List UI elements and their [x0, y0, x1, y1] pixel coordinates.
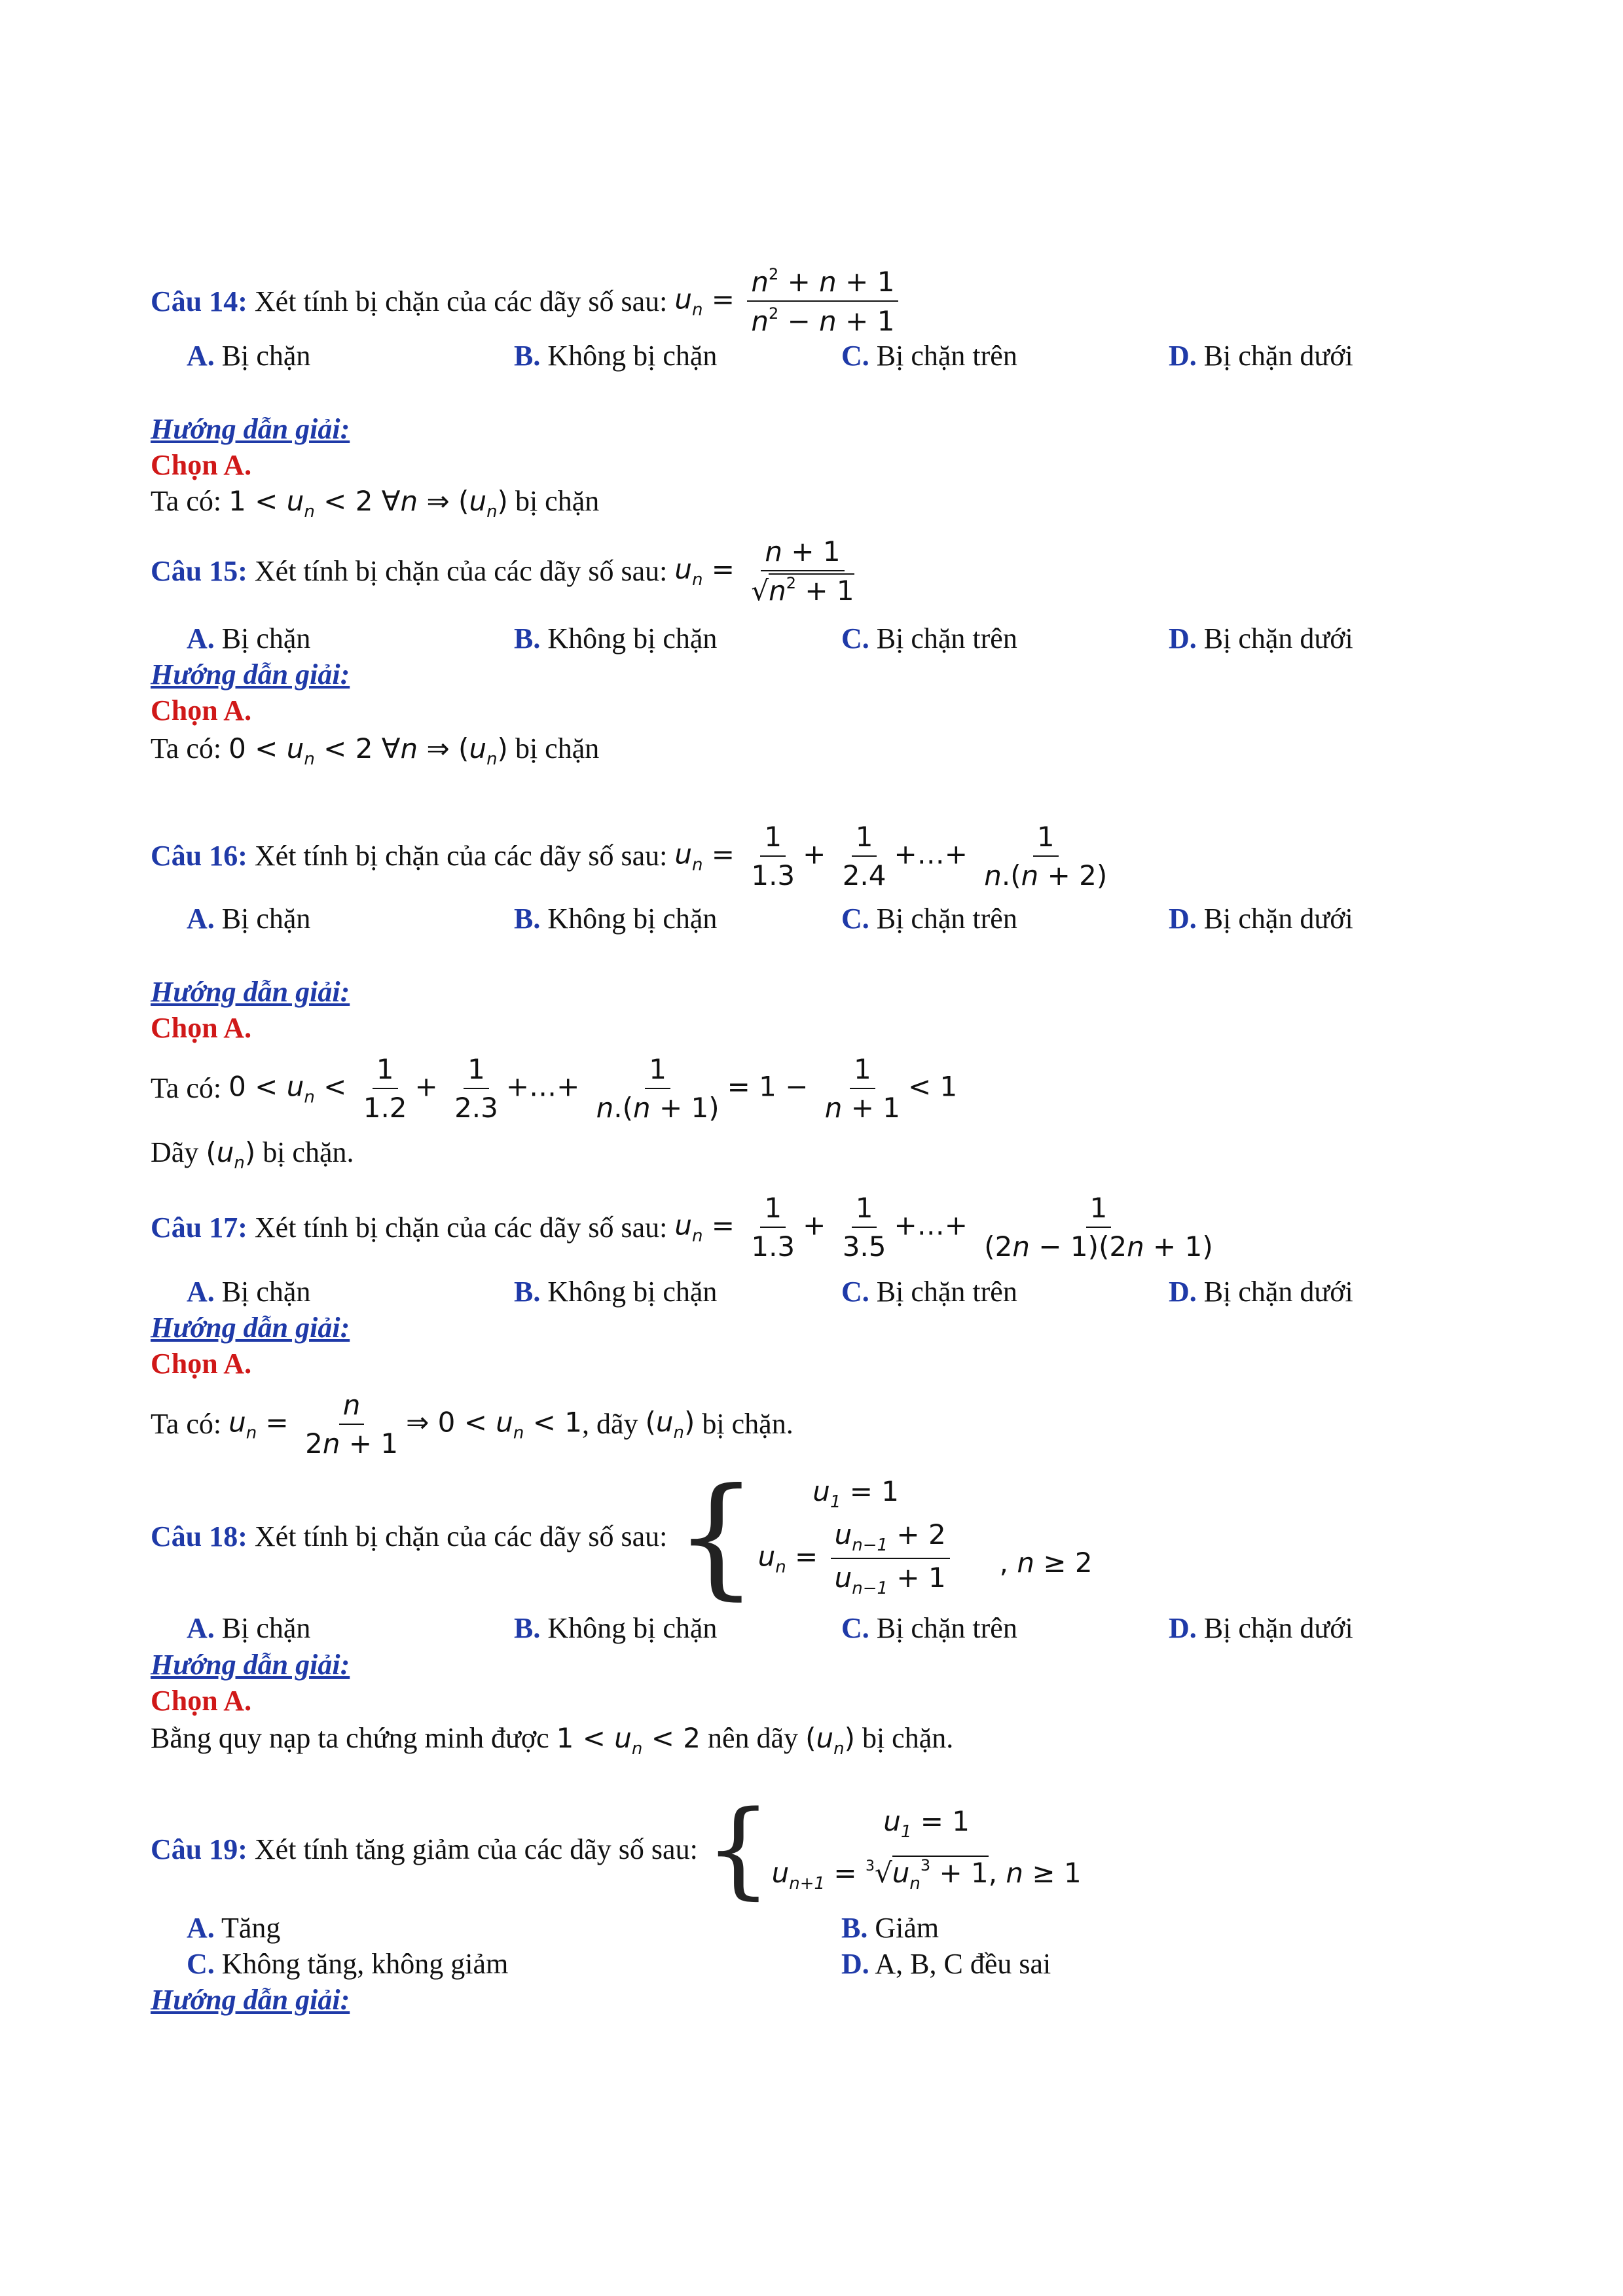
q16-choose: Chọn A. [151, 1012, 252, 1044]
q16-option-c[interactable]: C. Bị chặn trên [841, 903, 1017, 935]
q14-solution: Ta có: $1 < u_n < 2$ ∀n ⇒ $(u_n)$ bị chặn [151, 485, 600, 522]
q14-option-b[interactable]: B. Không bị chặn [514, 340, 718, 372]
q15-formula: $u_n$ = $\frac{n + 1}{√n^2 + 1}$ [674, 535, 854, 607]
q18-option-d[interactable]: D. Bị chặn dưới [1169, 1612, 1353, 1644]
q17-choose: Chọn A. [151, 1348, 252, 1380]
q18-stem: Câu 18: Xét tính bị chặn của các dãy số sau: { $u_1 = 1$ $u_n$ = $\frac{u_{n-1} + 2}{u_{n-1} + 1}$ , n ≥ 2 [151, 1460, 1093, 1613]
q15-option-a[interactable]: A. Bị chặn [187, 622, 311, 655]
q19-brace: { [704, 1787, 772, 1910]
q14-label: Câu 14: [151, 285, 247, 317]
q15-solution: Ta có: $0 < u_n < 2$ ∀n ⇒ $(u_n)$ bị chặn [151, 732, 600, 769]
q16-guide: Hướng dẫn giải: [151, 976, 350, 1008]
q18-solution: Bằng quy nạp ta chứng minh được $1 < u_n < 2$ nên dãy $(u_n)$ bị chặn. [151, 1722, 954, 1759]
q19-system: $u_1 = 1$ $u_{n+1} = ^3√u_n^3 + 1$, n ≥ 1 [771, 1804, 1082, 1893]
q17-option-a[interactable]: A. Bị chặn [187, 1276, 311, 1308]
q14-formula: $u_n$ = $\frac{n^2 + n + 1}{n^2 - n + 1}$ [674, 265, 902, 337]
q18-system: $u_1 = 1$ $u_n$ = $\frac{u_{n-1} + 2}{u_{n-1} + 1}$ [758, 1475, 954, 1598]
q18-guide: Hướng dẫn giải: [151, 1649, 350, 1681]
q16-option-b[interactable]: B. Không bị chặn [514, 903, 718, 935]
q17-stem: Câu 17: Xét tính bị chặn của các dãy số sau: $u_n$ = $\frac{1}{1.3}$ + $\frac{1}{3.5}$ +…+ $\frac{1}{(2n - 1)(2n + 1)}$ [151, 1185, 1221, 1270]
q15-option-d[interactable]: D. Bị chặn dưới [1169, 622, 1353, 655]
q15-stem: Câu 15: Xét tính bị chặn của các dãy số sau: $u_n$ = $\frac{n + 1}{√n^2 + 1}$ [151, 527, 862, 615]
q18-choose: Chọn A. [151, 1685, 252, 1717]
q18-option-b[interactable]: B. Không bị chặn [514, 1612, 718, 1644]
q17-guide: Hướng dẫn giải: [151, 1312, 350, 1344]
q19-option-c[interactable]: C. Không tăng, không giảm [187, 1948, 509, 1980]
q19-option-a[interactable]: A. Tăng [187, 1912, 281, 1944]
q18-option-c[interactable]: C. Bị chặn trên [841, 1612, 1017, 1644]
q16-stem: Câu 16: Xét tính bị chặn của các dãy số sau: $u_n$ = $\frac{1}{1.3}$ + $\frac{1}{2.4}$ +…+ $\frac{1}{n.(n + 2)}$ [151, 815, 1115, 897]
q15-choose: Chọn A. [151, 694, 252, 726]
q14-text: Xét tính bị chặn của các dãy số sau: [254, 285, 668, 317]
q18-brace: { [674, 1460, 758, 1613]
q17-solution: Ta có: $u_n$ = $\frac{n}{2n + 1}$ ⇒ $0 < u_n < 1$ , dãy $(u_n)$ bị chặn. [151, 1388, 793, 1460]
q14-stem [151, 259, 902, 344]
q19-guide: Hướng dẫn giải: [151, 1984, 350, 2016]
q19-option-d[interactable]: D. A, B, C đều sai [841, 1948, 1051, 1980]
q17-option-b[interactable]: B. Không bị chặn [514, 1276, 718, 1308]
q17-option-d[interactable]: D. Bị chặn dưới [1169, 1276, 1353, 1308]
q16-option-d[interactable]: D. Bị chặn dưới [1169, 903, 1353, 935]
q19-stem: Câu 19: Xét tính tăng giảm của các dãy số sau: { $u_1 = 1$ $u_{n+1} = ^3√u_n^3 + 1$, n ≥ 1 [151, 1787, 1082, 1910]
q17-formula: $u_n$ = $\frac{1}{1.3}$ + $\frac{1}{3.5}$ +…+ $\frac{1}{(2n - 1)(2n + 1)}$ [674, 1192, 1213, 1263]
q18-option-a[interactable]: A. Bị chặn [187, 1612, 311, 1644]
q14-choose: Chọn A. [151, 449, 252, 481]
q16-solution-line2: Dãy $(u_n)$ bị chặn. [151, 1136, 354, 1173]
q14-option-a[interactable]: A. Bị chặn [187, 340, 311, 372]
q14-guide: Hướng dẫn giải: [151, 413, 350, 445]
q15-option-b[interactable]: B. Không bị chặn [514, 622, 718, 655]
q16-option-a[interactable]: A. Bị chặn [187, 903, 311, 935]
q15-option-c[interactable]: C. Bị chặn trên [841, 622, 1017, 655]
q17-option-c[interactable]: C. Bị chặn trên [841, 1276, 1017, 1308]
q14-option-d[interactable]: D. Bị chặn dưới [1169, 340, 1353, 372]
q15-guide: Hướng dẫn giải: [151, 658, 350, 691]
q19-option-b[interactable]: B. Giảm [841, 1912, 939, 1944]
q14-option-c[interactable]: C. Bị chặn trên [841, 340, 1017, 372]
q16-formula: $u_n$ = $\frac{1}{1.3}$ + $\frac{1}{2.4}$ +…+ $\frac{1}{n.(n + 2)}$ [674, 820, 1108, 891]
q16-solution: Ta có: $0 < u_n$ < $\frac{1}{1.2}$ + $\frac{1}{2.3}$ +…+ $\frac{1}{n.(n + 1)}$ = 1 − $\frac{1}{n + 1}$ < 1 [151, 1052, 958, 1124]
